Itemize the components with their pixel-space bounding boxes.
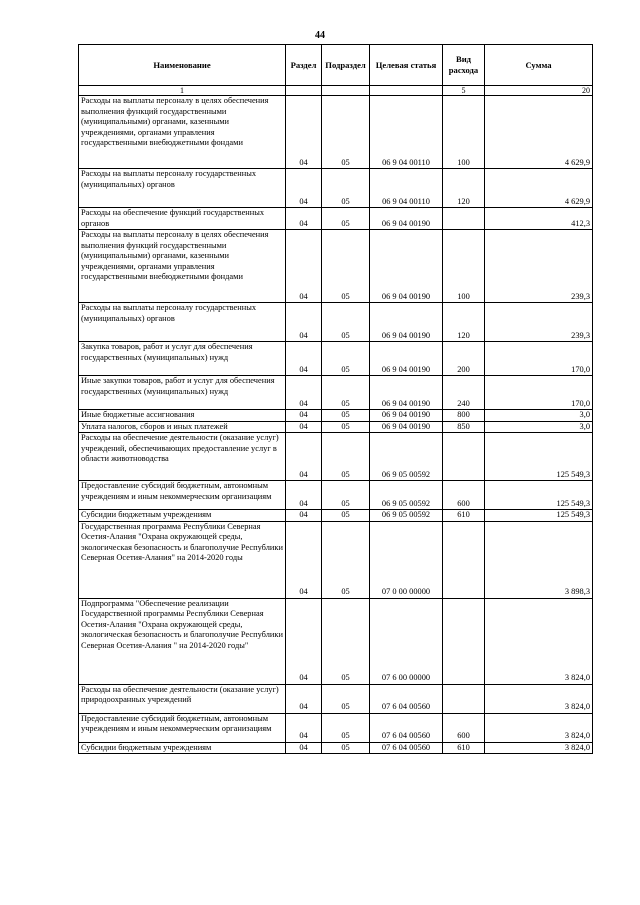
cell-name: Иные закупки товаров, работ и услуг для обеспечения государственных (муниципальных) нужд	[79, 376, 286, 410]
cell-expense-type: 200	[443, 342, 485, 376]
table-row	[79, 342, 593, 376]
cell-amount: 3 824,0	[485, 742, 593, 754]
cell-amount: 4 629,9	[485, 169, 593, 208]
table-row	[79, 96, 593, 169]
cell-subsection: 05	[322, 598, 370, 684]
index-cell	[286, 86, 322, 96]
cell-amount: 125 549,3	[485, 481, 593, 510]
cell-amount: 3,0	[485, 421, 593, 433]
cell-target: 07 6 00 00000	[370, 598, 443, 684]
cell-subsection: 05	[322, 433, 370, 481]
cell-target: 06 9 04 00190	[370, 410, 443, 422]
cell-name: Государственная программа Республики Северная Осетия-Алания "Охрана окружающей среды, экологическая безопасность и благополучие Республики Северная Осетия-Алания" на 2014-2020 годы	[79, 521, 286, 598]
table-row	[79, 303, 593, 342]
index-cell: 20	[485, 86, 593, 96]
header-subsection: Подраздел	[322, 45, 370, 86]
cell-target: 06 9 05 00592	[370, 433, 443, 481]
page-number: 44	[315, 30, 325, 41]
cell-subsection: 05	[322, 208, 370, 230]
cell-amount: 3 898,3	[485, 521, 593, 598]
cell-amount: 412,3	[485, 208, 593, 230]
index-cell: 1	[79, 86, 286, 96]
cell-expense-type: 610	[443, 510, 485, 522]
cell-target: 07 6 04 00560	[370, 742, 443, 754]
table-row	[79, 684, 593, 713]
cell-subsection: 05	[322, 96, 370, 169]
cell-expense-type: 120	[443, 169, 485, 208]
cell-expense-type	[443, 598, 485, 684]
cell-name: Уплата налогов, сборов и иных платежей	[79, 421, 286, 433]
header-name: Наименование	[79, 45, 286, 86]
cell-target: 06 9 04 00190	[370, 376, 443, 410]
cell-expense-type	[443, 208, 485, 230]
cell-subsection: 05	[322, 376, 370, 410]
cell-subsection: 05	[322, 481, 370, 510]
cell-amount: 170,0	[485, 342, 593, 376]
cell-section: 04	[286, 713, 322, 742]
header-expense-type: Вид расхода	[443, 45, 485, 86]
cell-target: 06 9 04 00110	[370, 169, 443, 208]
table-row	[79, 410, 593, 422]
table-row	[79, 742, 593, 754]
cell-subsection: 05	[322, 421, 370, 433]
cell-section: 04	[286, 376, 322, 410]
table-row	[79, 169, 593, 208]
cell-section: 04	[286, 230, 322, 303]
cell-section: 04	[286, 510, 322, 522]
table-row	[79, 376, 593, 410]
table-row	[79, 598, 593, 684]
cell-name: Расходы на выплаты персоналу в целях обеспечения выполнения функций государственными (муниципальными) органами, казенными учреждениями, органами управления государственными внебюджетными фондами	[79, 96, 286, 169]
cell-subsection: 05	[322, 303, 370, 342]
cell-amount: 170,0	[485, 376, 593, 410]
cell-name: Иные бюджетные ассигнования	[79, 410, 286, 422]
cell-target: 06 9 04 00190	[370, 342, 443, 376]
cell-name: Закупка товаров, работ и услуг для обеспечения государственных (муниципальных) нужд	[79, 342, 286, 376]
cell-amount: 3 824,0	[485, 684, 593, 713]
table-row	[79, 510, 593, 522]
cell-expense-type	[443, 684, 485, 713]
cell-section: 04	[286, 303, 322, 342]
cell-section: 04	[286, 96, 322, 169]
cell-target: 06 9 04 00110	[370, 96, 443, 169]
cell-name: Расходы на выплаты персоналу государственных (муниципальных) органов	[79, 169, 286, 208]
cell-section: 04	[286, 481, 322, 510]
cell-expense-type: 600	[443, 713, 485, 742]
header-section: Раздел	[286, 45, 322, 86]
cell-section: 04	[286, 421, 322, 433]
cell-target: 07 6 04 00560	[370, 684, 443, 713]
cell-name: Расходы на обеспечение деятельности (оказание услуг) учреждений, обеспечивающих предоставление услуг в области животноводства	[79, 433, 286, 481]
table-row	[79, 481, 593, 510]
cell-name: Субсидии бюджетным учреждениям	[79, 510, 286, 522]
cell-target: 07 6 04 00560	[370, 713, 443, 742]
cell-expense-type	[443, 433, 485, 481]
cell-name: Предоставление субсидий бюджетным, автономным учреждениям и иным некоммерческим организациям	[79, 713, 286, 742]
table-row	[79, 521, 593, 598]
cell-target: 06 9 04 00190	[370, 208, 443, 230]
cell-expense-type: 240	[443, 376, 485, 410]
cell-amount: 3 824,0	[485, 598, 593, 684]
table-row	[79, 208, 593, 230]
cell-name: Расходы на обеспечение деятельности (оказание услуг) природоохранных учреждений	[79, 684, 286, 713]
index-cell	[370, 86, 443, 96]
cell-target: 06 9 04 00190	[370, 303, 443, 342]
header-amount: Сумма	[485, 45, 593, 86]
cell-name: Расходы на выплаты персоналу в целях обеспечения выполнения функций государственными (муниципальными) органами, казенными учреждениями, органами управления государственными внебюджетными фондами	[79, 230, 286, 303]
cell-target: 06 9 04 00190	[370, 421, 443, 433]
cell-subsection: 05	[322, 169, 370, 208]
cell-name: Подпрограмма "Обеспечение реализации Государственной программы Республики Северная Осетия-Алания "Охрана окружающей среды, экологическая безопасность и благополучие Республики Северная Осетия-Алания " на 2014-2020 годы"	[79, 598, 286, 684]
cell-expense-type: 610	[443, 742, 485, 754]
cell-target: 06 9 05 00592	[370, 481, 443, 510]
cell-section: 04	[286, 208, 322, 230]
index-row	[79, 86, 593, 96]
budget-table	[78, 44, 593, 754]
cell-section: 04	[286, 598, 322, 684]
cell-section: 04	[286, 342, 322, 376]
cell-section: 04	[286, 742, 322, 754]
cell-section: 04	[286, 169, 322, 208]
cell-amount: 3 824,0	[485, 713, 593, 742]
cell-expense-type: 120	[443, 303, 485, 342]
cell-name: Расходы на выплаты персоналу государственных (муниципальных) органов	[79, 303, 286, 342]
cell-target: 06 9 04 00190	[370, 230, 443, 303]
header-target: Целевая статья	[370, 45, 443, 86]
cell-name: Предоставление субсидий бюджетным, автономным учреждениям и иным некоммерческим организациям	[79, 481, 286, 510]
cell-expense-type: 100	[443, 96, 485, 169]
cell-name: Субсидии бюджетным учреждениям	[79, 742, 286, 754]
table-row	[79, 421, 593, 433]
cell-expense-type: 850	[443, 421, 485, 433]
cell-subsection: 05	[322, 742, 370, 754]
cell-subsection: 05	[322, 230, 370, 303]
cell-subsection: 05	[322, 510, 370, 522]
table-row	[79, 433, 593, 481]
table-row	[79, 713, 593, 742]
cell-section: 04	[286, 410, 322, 422]
cell-subsection: 05	[322, 713, 370, 742]
cell-expense-type: 800	[443, 410, 485, 422]
cell-target: 07 0 00 00000	[370, 521, 443, 598]
cell-target: 06 9 05 00592	[370, 510, 443, 522]
cell-subsection: 05	[322, 342, 370, 376]
cell-name: Расходы на обеспечение функций государственных органов	[79, 208, 286, 230]
cell-amount: 4 629,9	[485, 96, 593, 169]
cell-amount: 125 549,3	[485, 433, 593, 481]
cell-amount: 239,3	[485, 230, 593, 303]
cell-expense-type	[443, 521, 485, 598]
header-row	[79, 45, 593, 86]
cell-expense-type: 600	[443, 481, 485, 510]
cell-amount: 125 549,3	[485, 510, 593, 522]
index-cell	[322, 86, 370, 96]
cell-subsection: 05	[322, 684, 370, 713]
cell-subsection: 05	[322, 410, 370, 422]
cell-section: 04	[286, 521, 322, 598]
index-cell: 5	[443, 86, 485, 96]
cell-expense-type: 100	[443, 230, 485, 303]
cell-amount: 239,3	[485, 303, 593, 342]
cell-section: 04	[286, 433, 322, 481]
cell-subsection: 05	[322, 521, 370, 598]
cell-section: 04	[286, 684, 322, 713]
cell-amount: 3,0	[485, 410, 593, 422]
table-row	[79, 230, 593, 303]
